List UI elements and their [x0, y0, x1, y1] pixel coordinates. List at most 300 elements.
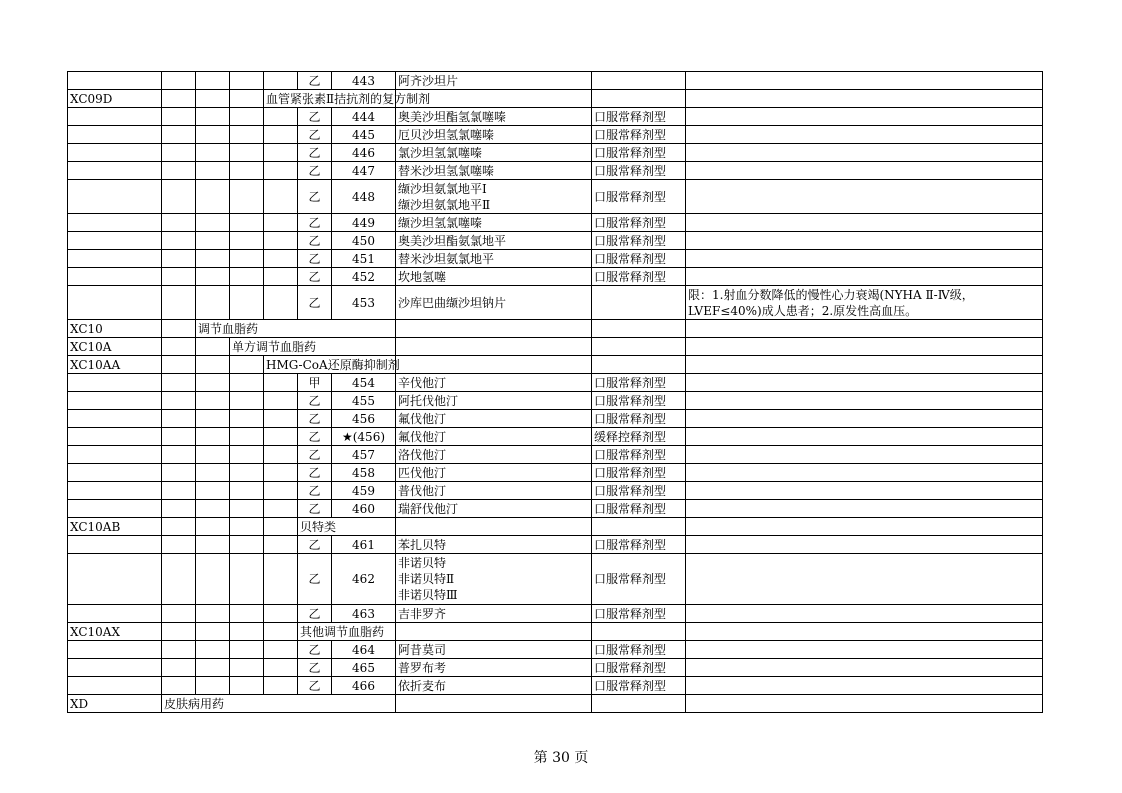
category-code [68, 659, 162, 677]
remark [686, 250, 1043, 268]
empty-cell [264, 144, 298, 162]
empty-cell [196, 428, 230, 446]
drug-name: 奥美沙坦酯氢氯噻嗪 [396, 108, 592, 126]
category-code [68, 108, 162, 126]
category-label: 单方调节血脂药 [230, 338, 396, 356]
dosage-form: 口服常释剂型 [592, 500, 686, 518]
empty-cell [230, 356, 264, 374]
dosage-form: 口服常释剂型 [592, 482, 686, 500]
empty-cell [230, 554, 264, 605]
empty-cell [162, 392, 196, 410]
category-code [68, 464, 162, 482]
drug-number: 450 [332, 232, 396, 250]
empty-cell [162, 605, 196, 623]
empty-cell [230, 374, 264, 392]
remark [686, 268, 1043, 286]
drug-row [68, 536, 1043, 554]
category-code: XD [68, 695, 162, 713]
dosage-form: 口服常释剂型 [592, 268, 686, 286]
insurance-grade: 乙 [298, 428, 332, 446]
dosage-form: 口服常释剂型 [592, 214, 686, 232]
insurance-grade: 乙 [298, 232, 332, 250]
empty-cell [162, 286, 196, 320]
empty-cell [230, 108, 264, 126]
remark [686, 214, 1043, 232]
empty-cell [230, 286, 264, 320]
remark [686, 677, 1043, 695]
dosage-form: 口服常释剂型 [592, 250, 686, 268]
drug-name: 坎地氢噻 [396, 268, 592, 286]
dosage-form: 缓释控释剂型 [592, 428, 686, 446]
category-code [68, 250, 162, 268]
empty-cell [686, 90, 1043, 108]
drug-row [68, 286, 1043, 320]
empty-cell [264, 641, 298, 659]
empty-cell [264, 126, 298, 144]
empty-cell [196, 356, 230, 374]
empty-cell [264, 410, 298, 428]
empty-cell [230, 90, 264, 108]
empty-cell [196, 659, 230, 677]
dosage-form: 口服常释剂型 [592, 554, 686, 605]
category-code [68, 410, 162, 428]
insurance-grade: 乙 [298, 72, 332, 90]
empty-cell [162, 144, 196, 162]
empty-cell [592, 623, 686, 641]
category-code: XC10AX [68, 623, 162, 641]
drug-number: 455 [332, 392, 396, 410]
drug-number: 451 [332, 250, 396, 268]
category-label: 皮肤病用药 [162, 695, 396, 713]
empty-cell [230, 180, 264, 214]
category-row [68, 695, 1043, 713]
insurance-grade: 乙 [298, 162, 332, 180]
page-number: 第 30 页 [533, 750, 589, 766]
drug-row [68, 641, 1043, 659]
empty-cell [196, 338, 230, 356]
empty-cell [162, 428, 196, 446]
empty-cell [264, 232, 298, 250]
empty-cell [264, 428, 298, 446]
empty-cell [264, 536, 298, 554]
drug-row [68, 446, 1043, 464]
insurance-grade: 乙 [298, 641, 332, 659]
empty-cell [592, 356, 686, 374]
dosage-form: 口服常释剂型 [592, 374, 686, 392]
category-row [68, 338, 1043, 356]
drug-name: 厄贝沙坦氢氯噻嗪 [396, 126, 592, 144]
remark [686, 72, 1043, 90]
category-code [68, 286, 162, 320]
dosage-form: 口服常释剂型 [592, 446, 686, 464]
empty-cell [196, 286, 230, 320]
drug-row [68, 180, 1043, 214]
remark [686, 374, 1043, 392]
drug-number: 456 [332, 410, 396, 428]
drug-row [68, 214, 1043, 232]
drug-row [68, 659, 1043, 677]
drug-name: 吉非罗齐 [396, 605, 592, 623]
insurance-grade: 乙 [298, 250, 332, 268]
empty-cell [264, 250, 298, 268]
drug-name: 匹伐他汀 [396, 464, 592, 482]
category-code [68, 446, 162, 464]
empty-cell [196, 392, 230, 410]
empty-cell [162, 126, 196, 144]
empty-cell [686, 356, 1043, 374]
insurance-grade: 乙 [298, 464, 332, 482]
empty-cell [162, 90, 196, 108]
drug-number: 466 [332, 677, 396, 695]
empty-cell [264, 659, 298, 677]
remark [686, 554, 1043, 605]
drug-number: 461 [332, 536, 396, 554]
drug-list-table [67, 71, 1043, 713]
drug-row [68, 268, 1043, 286]
empty-cell [196, 605, 230, 623]
category-code: XC10AB [68, 518, 162, 536]
category-code [68, 214, 162, 232]
insurance-grade: 乙 [298, 554, 332, 605]
drug-name: 奥美沙坦酯氨氯地平 [396, 232, 592, 250]
category-row [68, 518, 1043, 536]
empty-cell [196, 410, 230, 428]
insurance-grade: 乙 [298, 126, 332, 144]
empty-cell [264, 518, 298, 536]
empty-cell [230, 605, 264, 623]
empty-cell [264, 482, 298, 500]
remark [686, 428, 1043, 446]
dosage-form: 口服常释剂型 [592, 232, 686, 250]
dosage-form: 口服常释剂型 [592, 108, 686, 126]
empty-cell [264, 464, 298, 482]
empty-cell [196, 268, 230, 286]
drug-name: 沙库巴曲缬沙坦钠片 [396, 286, 592, 320]
empty-cell [162, 446, 196, 464]
empty-cell [396, 518, 592, 536]
empty-cell [230, 518, 264, 536]
empty-cell [686, 320, 1043, 338]
category-code [68, 232, 162, 250]
category-code [68, 605, 162, 623]
drug-number: 454 [332, 374, 396, 392]
empty-cell [230, 144, 264, 162]
dosage-form [592, 72, 686, 90]
drug-name: 苯扎贝特 [396, 536, 592, 554]
empty-cell [162, 677, 196, 695]
remark [686, 180, 1043, 214]
category-label: 血管紧张素Ⅱ拮抗剂的复方制剂 [264, 90, 396, 108]
category-code [68, 162, 162, 180]
empty-cell [264, 500, 298, 518]
category-code [68, 180, 162, 214]
drug-number: 457 [332, 446, 396, 464]
drug-number: 447 [332, 162, 396, 180]
empty-cell [196, 180, 230, 214]
drug-number: 460 [332, 500, 396, 518]
insurance-grade: 乙 [298, 605, 332, 623]
remark [686, 641, 1043, 659]
dosage-form: 口服常释剂型 [592, 536, 686, 554]
empty-cell [230, 162, 264, 180]
category-label: 贝特类 [298, 518, 396, 536]
dosage-form: 口服常释剂型 [592, 126, 686, 144]
empty-cell [230, 446, 264, 464]
drug-name: 瑞舒伐他汀 [396, 500, 592, 518]
drug-row [68, 250, 1043, 268]
empty-cell [196, 554, 230, 605]
dosage-form: 口服常释剂型 [592, 180, 686, 214]
empty-cell [196, 677, 230, 695]
dosage-form: 口服常释剂型 [592, 659, 686, 677]
category-code [68, 392, 162, 410]
empty-cell [264, 268, 298, 286]
category-label: 其他调节血脂药 [298, 623, 396, 641]
category-code [68, 268, 162, 286]
insurance-grade: 乙 [298, 214, 332, 232]
category-code: XC09D [68, 90, 162, 108]
category-code [68, 144, 162, 162]
empty-cell [196, 374, 230, 392]
empty-cell [230, 623, 264, 641]
remark [686, 446, 1043, 464]
drug-name: 辛伐他汀 [396, 374, 592, 392]
drug-number: 443 [332, 72, 396, 90]
drug-row [68, 162, 1043, 180]
empty-cell [162, 180, 196, 214]
empty-cell [162, 518, 196, 536]
drug-row [68, 232, 1043, 250]
empty-cell [264, 72, 298, 90]
insurance-grade: 乙 [298, 392, 332, 410]
drug-row [68, 374, 1043, 392]
drug-number: 452 [332, 268, 396, 286]
empty-cell [162, 623, 196, 641]
empty-cell [230, 536, 264, 554]
drug-row [68, 144, 1043, 162]
drug-number: 464 [332, 641, 396, 659]
empty-cell [162, 214, 196, 232]
empty-cell [162, 320, 196, 338]
category-code [68, 72, 162, 90]
insurance-grade: 乙 [298, 108, 332, 126]
drug-name: 依折麦布 [396, 677, 592, 695]
category-code [68, 374, 162, 392]
dosage-form: 口服常释剂型 [592, 641, 686, 659]
empty-cell [162, 250, 196, 268]
drug-name: 氟伐他汀 [396, 428, 592, 446]
drug-row [68, 410, 1043, 428]
drug-number: ★(456) [332, 428, 396, 446]
empty-cell [196, 641, 230, 659]
dosage-form: 口服常释剂型 [592, 605, 686, 623]
drug-row [68, 482, 1043, 500]
empty-cell [592, 90, 686, 108]
empty-cell [264, 180, 298, 214]
empty-cell [196, 518, 230, 536]
drug-row [68, 500, 1043, 518]
empty-cell [230, 677, 264, 695]
insurance-grade: 乙 [298, 180, 332, 214]
empty-cell [264, 446, 298, 464]
category-code: XC10 [68, 320, 162, 338]
empty-cell [396, 695, 592, 713]
empty-cell [162, 536, 196, 554]
dosage-form: 口服常释剂型 [592, 677, 686, 695]
insurance-grade: 乙 [298, 500, 332, 518]
empty-cell [592, 338, 686, 356]
category-label: 调节血脂药 [196, 320, 396, 338]
empty-cell [162, 338, 196, 356]
category-row [68, 320, 1043, 338]
drug-number: 462 [332, 554, 396, 605]
drug-name: 洛伐他汀 [396, 446, 592, 464]
empty-cell [196, 108, 230, 126]
dosage-form: 口服常释剂型 [592, 162, 686, 180]
drug-row [68, 72, 1043, 90]
empty-cell [196, 464, 230, 482]
empty-cell [162, 554, 196, 605]
empty-cell [162, 356, 196, 374]
empty-cell [396, 356, 592, 374]
drug-row [68, 464, 1043, 482]
dosage-form: 口服常释剂型 [592, 392, 686, 410]
drug-name: 缬沙坦氨氯地平Ⅰ 缬沙坦氨氯地平Ⅱ [396, 180, 592, 214]
remark [686, 605, 1043, 623]
drug-name: 氯沙坦氢氯噻嗪 [396, 144, 592, 162]
insurance-grade: 乙 [298, 659, 332, 677]
empty-cell [264, 554, 298, 605]
drug-number: 459 [332, 482, 396, 500]
drug-name: 阿昔莫司 [396, 641, 592, 659]
empty-cell [162, 108, 196, 126]
empty-cell [196, 250, 230, 268]
drug-number: 463 [332, 605, 396, 623]
insurance-grade: 乙 [298, 482, 332, 500]
empty-cell [196, 90, 230, 108]
empty-cell [162, 162, 196, 180]
category-row [68, 90, 1043, 108]
empty-cell [162, 641, 196, 659]
insurance-grade: 乙 [298, 446, 332, 464]
remark [686, 500, 1043, 518]
remark: 限：1.射血分数降低的慢性心力衰竭(NYHA Ⅱ-Ⅳ级，LVEF≤40%)成人患者；2.原发性高血压。 [686, 286, 1043, 320]
empty-cell [162, 72, 196, 90]
empty-cell [230, 250, 264, 268]
empty-cell [230, 72, 264, 90]
category-code [68, 482, 162, 500]
empty-cell [196, 162, 230, 180]
empty-cell [162, 482, 196, 500]
empty-cell [230, 428, 264, 446]
empty-cell [196, 446, 230, 464]
drug-number: 465 [332, 659, 396, 677]
category-code [68, 677, 162, 695]
empty-cell [686, 695, 1043, 713]
empty-cell [196, 72, 230, 90]
remark [686, 659, 1043, 677]
empty-cell [230, 214, 264, 232]
empty-cell [264, 605, 298, 623]
empty-cell [196, 536, 230, 554]
empty-cell [264, 162, 298, 180]
insurance-grade: 乙 [298, 410, 332, 428]
empty-cell [230, 232, 264, 250]
category-row [68, 623, 1043, 641]
insurance-grade: 乙 [298, 144, 332, 162]
empty-cell [396, 338, 592, 356]
empty-cell [396, 320, 592, 338]
drug-number: 448 [332, 180, 396, 214]
drug-row [68, 428, 1043, 446]
drug-name: 替米沙坦氨氯地平 [396, 250, 592, 268]
empty-cell [162, 268, 196, 286]
empty-cell [230, 392, 264, 410]
insurance-grade: 甲 [298, 374, 332, 392]
drug-number: 453 [332, 286, 396, 320]
drug-row [68, 126, 1043, 144]
empty-cell [592, 695, 686, 713]
drug-number: 444 [332, 108, 396, 126]
drug-name: 阿托伐他汀 [396, 392, 592, 410]
remark [686, 482, 1043, 500]
drug-name: 缬沙坦氢氯噻嗪 [396, 214, 592, 232]
category-code: XC10AA [68, 356, 162, 374]
remark [686, 410, 1043, 428]
empty-cell [686, 623, 1043, 641]
empty-cell [230, 641, 264, 659]
empty-cell [162, 232, 196, 250]
empty-cell [264, 623, 298, 641]
category-code [68, 500, 162, 518]
empty-cell [230, 500, 264, 518]
empty-cell [196, 126, 230, 144]
remark [686, 144, 1043, 162]
category-code [68, 554, 162, 605]
category-code [68, 126, 162, 144]
remark [686, 108, 1043, 126]
empty-cell [196, 214, 230, 232]
empty-cell [230, 410, 264, 428]
category-code: XC10A [68, 338, 162, 356]
drug-row [68, 108, 1043, 126]
insurance-grade: 乙 [298, 677, 332, 695]
drug-name: 非诺贝特 非诺贝特Ⅱ 非诺贝特Ⅲ [396, 554, 592, 605]
empty-cell [162, 464, 196, 482]
empty-cell [162, 410, 196, 428]
empty-cell [230, 482, 264, 500]
remark [686, 126, 1043, 144]
category-row [68, 356, 1043, 374]
empty-cell [264, 108, 298, 126]
empty-cell [230, 268, 264, 286]
dosage-form [592, 286, 686, 320]
category-code [68, 641, 162, 659]
empty-cell [162, 374, 196, 392]
empty-cell [264, 392, 298, 410]
category-code [68, 428, 162, 446]
empty-cell [264, 374, 298, 392]
drug-name: 阿齐沙坦片 [396, 72, 592, 90]
drug-name: 氟伐他汀 [396, 410, 592, 428]
drug-name: 普罗布考 [396, 659, 592, 677]
remark [686, 464, 1043, 482]
empty-cell [592, 518, 686, 536]
empty-cell [196, 144, 230, 162]
remark [686, 232, 1043, 250]
category-label: HMG-CoA还原酶抑制剂 [264, 356, 396, 374]
empty-cell [686, 518, 1043, 536]
